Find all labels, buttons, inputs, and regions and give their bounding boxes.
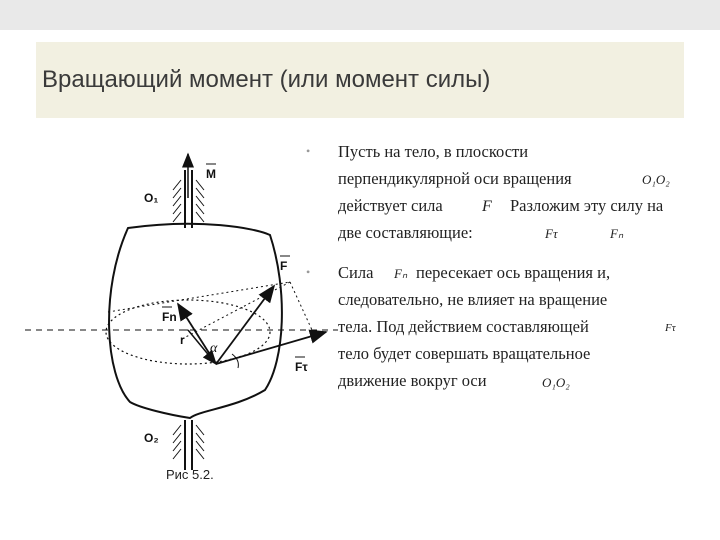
bullet-marker: • [306, 265, 311, 279]
fn-label: Fn [162, 310, 177, 324]
bullet1-line1: Пусть на тело, в плоскости [338, 142, 529, 161]
o1-label: O₁ [144, 191, 159, 205]
ft-label: Fτ [295, 360, 308, 374]
rotation-figure [20, 140, 350, 490]
r-label: r [180, 333, 185, 347]
ft-symbol: Fτ [545, 226, 558, 241]
bullet2-line3: тела. Под действием составляющей [338, 317, 589, 336]
bullet1-line2: перпендикулярной оси вращения [338, 169, 572, 188]
ft-symbol: Fτ [665, 322, 676, 334]
force-vector [216, 286, 274, 364]
bullet-marker: • [306, 144, 311, 158]
bullet2-line2: следовательно, не влияет на вращение [338, 290, 608, 309]
o2-label: O₂ [144, 431, 159, 445]
bullet2-line1b: пересекает ось вращения и, [416, 263, 611, 282]
fn-symbol: Fₙ [394, 266, 408, 281]
f-label: F [280, 259, 288, 273]
figure-caption: Рис 5.2. [166, 467, 214, 482]
alpha-label: α [210, 341, 218, 356]
axis-symbol: O₁O₂ [642, 172, 670, 187]
tangential-force-vector [216, 332, 326, 364]
top-band [0, 0, 720, 30]
bullet2-line1a: Сила [338, 263, 374, 282]
bullet1-line3b: Разложим эту силу на [510, 196, 664, 215]
bullet1-line4: две составляющие: [338, 223, 473, 242]
slide-title: Вращающий момент (или момент силы) [42, 66, 491, 93]
rotation-plane-ellipse [106, 300, 270, 364]
bullet2-line5: движение вокруг оси [338, 371, 487, 390]
axis-symbol: O₁O₂ [542, 375, 570, 390]
fn-symbol: Fₙ [610, 226, 624, 241]
m-label: M [206, 167, 216, 181]
force-symbol: F [482, 198, 492, 215]
bullet2-line4: тело будет совершать вращательное [338, 344, 591, 363]
bullet1-line3a: действует сила [338, 196, 443, 215]
rigid-body-outline [109, 224, 282, 418]
